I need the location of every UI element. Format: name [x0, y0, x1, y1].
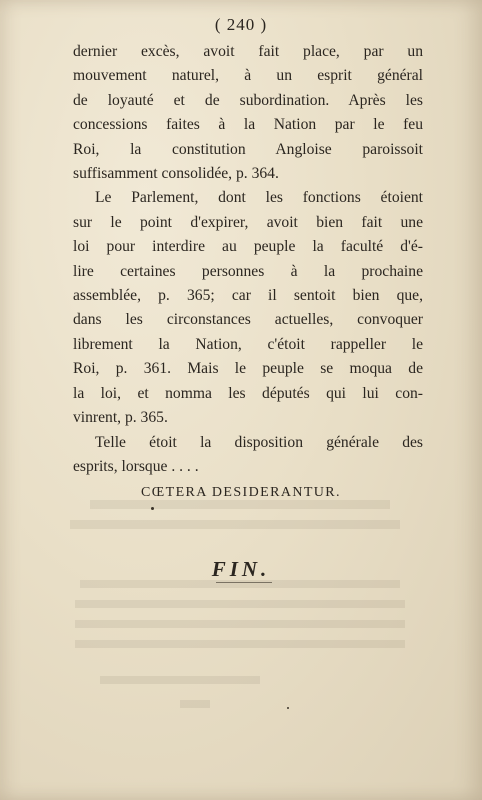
text-line: sur le point d'expirer, avoit bien fait une [73, 213, 423, 231]
text-line: loi pour interdire au peuple la faculté d'é- [73, 238, 423, 256]
fin-title: FIN. [211, 557, 271, 581]
text-line: assemblée, p. 365; car il sentoit bien que, [73, 287, 423, 305]
ornament-dot [287, 707, 289, 709]
text-line: Le Parlement, dont les fonctions étoient [95, 189, 423, 207]
text-line: la loi, et nomma les députés qui lui con- [73, 384, 423, 402]
text-line: librement la Nation, c'étoit rappeller le [73, 335, 423, 353]
fin-underline [216, 582, 272, 583]
text-line: Roi, p. 361. Mais le peuple se moqua de [73, 360, 423, 378]
paragraph-3 [73, 431, 423, 480]
text-line: concessions faites à la Nation par le feu [73, 116, 423, 134]
text-line: dans les circonstances actuelles, convoquer [73, 311, 423, 329]
ornament-dot [151, 507, 154, 510]
text-line: Roi, la constitution Angloise paroissoit [73, 140, 423, 158]
paragraph-1 [73, 40, 423, 186]
text-line: de loyauté et de subordination. Après les [73, 91, 423, 109]
body-text [73, 40, 423, 479]
closing-phrase: CŒTERA DESIDERANTUR. [141, 485, 341, 500]
text-line: mouvement naturel, à un esprit général [73, 67, 423, 85]
paragraph-2 [73, 186, 423, 430]
page-number: ( 240 ) [214, 15, 268, 34]
text-line: vinrent, p. 365. [73, 409, 168, 427]
text-line: Telle étoit la disposition générale des [95, 433, 423, 451]
text-line: dernier excès, avoit fait place, par un [73, 43, 423, 60]
text-line: lire certaines personnes à la prochaine [73, 262, 423, 280]
text-line: suffisamment consolidée, p. 364. [73, 165, 279, 183]
text-line: esprits, lorsque . . . . [73, 457, 199, 475]
